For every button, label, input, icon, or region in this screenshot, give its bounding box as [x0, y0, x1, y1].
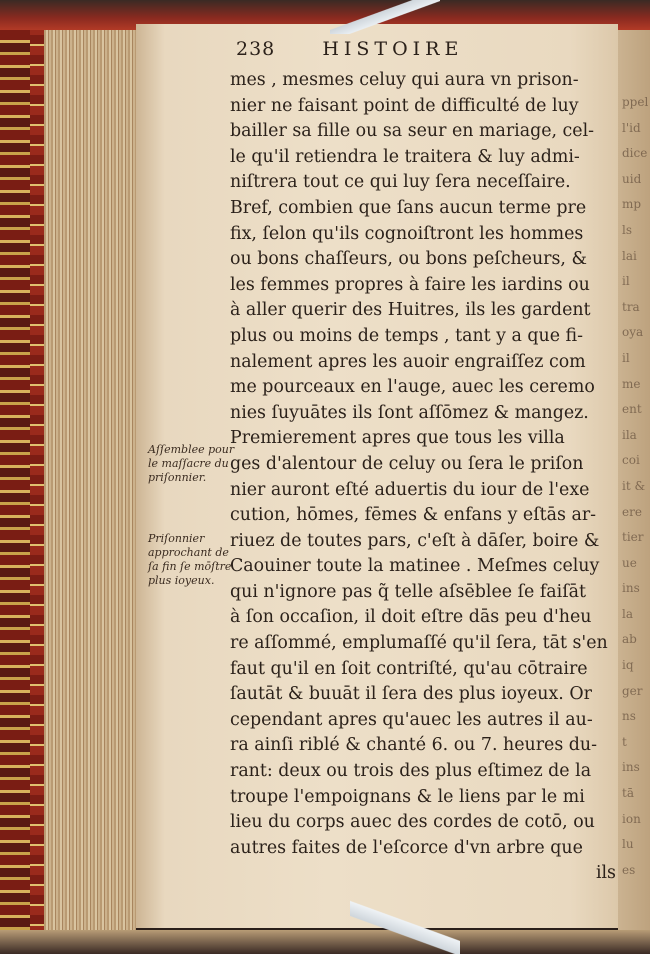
- page-clip-bottom: [350, 900, 460, 954]
- facing-page-fragment: coi: [622, 453, 640, 468]
- facing-page-fragment: ent: [622, 402, 642, 417]
- page-clip-top: [330, 0, 440, 34]
- facing-page-text: [622, 90, 650, 883]
- facing-page-fragment: it &: [622, 478, 646, 493]
- facing-page-fragment: il: [622, 350, 630, 365]
- facing-page-fragment: il: [622, 274, 630, 289]
- facing-page-fragment: tā: [622, 786, 634, 801]
- text-line: niſtrera tout ce qui luy ſera neceſſaire.: [230, 172, 571, 193]
- gilded-fore-edge: [30, 30, 44, 935]
- text-line: ra ainſi riblé & chanté 6. ou 7. heures du-: [230, 735, 597, 756]
- facing-page-fragment: ger: [622, 683, 643, 698]
- text-line: mes , mesmes celuy qui aura vn prison-: [230, 70, 579, 90]
- facing-page-fragment: uid: [622, 171, 642, 186]
- text-line: Bref, combien que ſans aucun terme pre: [230, 197, 587, 218]
- text-line: bailler sa fille ou sa seur en mariage, cel-: [230, 121, 595, 142]
- book-bottom-edge: [0, 930, 650, 954]
- body-text: [230, 68, 618, 887]
- facing-page-fragment: ila: [622, 427, 637, 442]
- text-line: fix, ſelon qu'ils cognoiſtront les hommes: [230, 223, 584, 244]
- text-line: Caouiner toute la matinee . Meſmes celuy: [230, 556, 600, 577]
- facing-page-fragment: ere: [622, 504, 642, 519]
- page-number: 238: [236, 38, 276, 60]
- text-line: nier auront eſté aduertis du iour de l'exe: [230, 479, 590, 500]
- facing-page-fragment: ins: [622, 760, 640, 775]
- text-line: à aller querir des Huitres, ils les gardent: [230, 300, 591, 321]
- facing-page-fragment: tra: [622, 299, 640, 314]
- facing-page-fragment: ns: [622, 709, 636, 724]
- facing-page-fragment: tier: [622, 530, 644, 545]
- text-line: nies ſuyuātes ils ſont aſſōmez & mangez.: [230, 402, 589, 423]
- facing-page-edge: [618, 30, 650, 930]
- text-line: troupe l'empoignans & le liens par le mi: [230, 786, 585, 807]
- facing-page-fragment: ion: [622, 811, 641, 826]
- text-line: plus ou moins de temps , tant y a que fi-: [230, 325, 584, 346]
- page-stack-edges: [44, 30, 136, 930]
- facing-page-fragment: t: [622, 734, 627, 749]
- facing-page-fragment: ue: [622, 555, 637, 570]
- decorated-binding: [0, 30, 30, 940]
- text-line: rant: deux ou trois des plus eſtimez de la: [230, 761, 592, 782]
- book-page: [136, 24, 618, 928]
- text-line: faut qu'il en ſoit contriſté, qu'au cōtraire: [230, 658, 588, 679]
- text-line: ges d'alentour de celuy ou ſera le priſon: [230, 453, 584, 474]
- facing-page-fragment: la: [622, 606, 633, 621]
- facing-page-fragment: ins: [622, 581, 640, 596]
- text-line: cution, hōmes, fēmes & enfans y eſtās ar-: [230, 505, 597, 526]
- text-line: ou bons chaſſeurs, ou bons peſcheurs, &: [230, 249, 587, 270]
- facing-page-fragment: lu: [622, 837, 634, 852]
- facing-page-fragment: oya: [622, 325, 644, 340]
- facing-page-fragment: ab: [622, 632, 637, 647]
- text-line: Premierement apres que tous les villa: [230, 428, 565, 449]
- text-line: lieu du corps auec des cordes de cotō, ou: [230, 812, 595, 833]
- facing-page-fragment: es: [622, 862, 636, 877]
- text-line: le qu'il retiendra le traitera & luy admi-: [230, 146, 580, 167]
- margin-note-prisoner: Priſonnier approchant de ſa fin ſe mōſtre plus ioyeux.: [148, 532, 232, 587]
- text-line: autres faites de l'eſcorce d'vn arbre que: [230, 837, 583, 858]
- facing-page-fragment: l'id: [622, 120, 641, 135]
- text-line: cependant apres qu'auec les autres il au-: [230, 709, 593, 730]
- catchword: ils: [595, 863, 616, 884]
- facing-page-fragment: dice: [622, 146, 648, 161]
- facing-page-fragment: me: [622, 376, 641, 391]
- text-line: qui n'ignore pas q̃ telle aſsēblee ſe faiſāt: [230, 581, 586, 602]
- text-line: ſautāt & buuāt il ſera des plus ioyeux. Or: [230, 684, 592, 705]
- text-line: les femmes propres à faire les iardins ou: [230, 274, 590, 295]
- text-line: me pourceaux en l'auge, auec les ceremo: [230, 377, 595, 398]
- margin-note-assembly: Aſſemblee pour le maſſacre du priſonnier.: [148, 443, 235, 484]
- running-header: [236, 38, 463, 60]
- facing-page-fragment: mp: [622, 197, 642, 212]
- text-line: riuez de toutes pars, c'eſt à dāſer, boire &: [230, 530, 600, 551]
- text-line: nalement apres les auoir engraiſſez com: [230, 351, 586, 372]
- running-title: HISTOIRE: [322, 38, 464, 60]
- facing-page-fragment: ls: [622, 222, 632, 237]
- facing-page-fragment: iq: [622, 658, 634, 673]
- text-line: à ſon occaſion, il doit eſtre dās peu d'heu: [230, 607, 592, 628]
- text-line: re aſſommé, emplumaſſé qu'il ſera, tāt s'en: [230, 633, 608, 654]
- facing-page-fragment: ppel: [622, 95, 649, 109]
- facing-page-fragment: lai: [622, 248, 637, 263]
- text-line: nier ne faisant point de difficulté de luy: [230, 95, 579, 116]
